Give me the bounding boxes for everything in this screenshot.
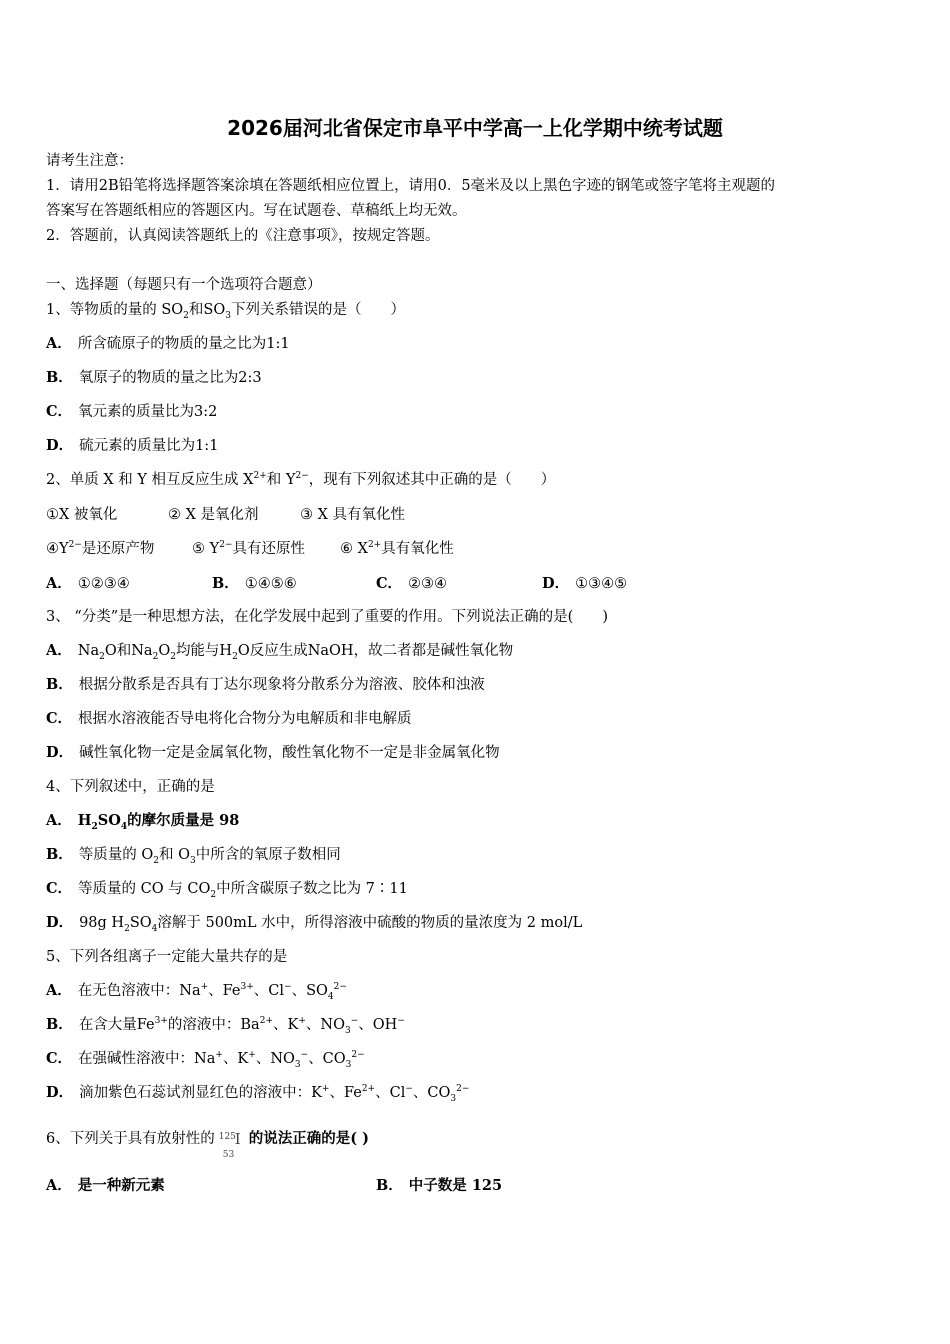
question-2-option-b: B． ①④⑤⑥ [212,575,297,592]
question-3-option-a: A． $Na_2O$和$Na_2O_2$均能与$H_2O$反应生成NaOH，故二者都是碱性氧化物 [46,642,514,662]
question-2-option-c: C． ②③④ [376,575,448,592]
notice-heading: 请考生注意： [46,153,133,169]
question-3-stem: 3、 “分类”是一种思想方法，在化学发展中起到了重要的作用。下列说法正确的是( ) [46,609,608,625]
question-1-option-c: C． 氧元素的质量比为3:2 [46,403,218,420]
question-6-option-b: B． 中子数是 125 [376,1177,503,1194]
notice-line-1: 1．请用2B铅笔将选择题答案涂填在答题纸相应位置上，请用0．5毫米及以上黑色字迹的钢笔或签字笔将主观题的 [46,178,776,194]
question-2-option-d: D． ①③④⑤ [542,575,628,592]
notice-line-3: 2．答题前，认真阅读答题纸上的《注意事项》，按规定答题。 [46,228,440,244]
question-6-stem: 6、下列关于具有放射性的 125 53 I 的说法正确的是( ) [46,1121,904,1157]
question-5-option-c: C． 在强碱性溶液中：Na+、K+、$NO_3^-$、$CO_3^{2-}$ [46,1050,365,1070]
question-5-option-d: D． 滴加紫色石蕊试剂显红色的溶液中：K+、$Fe^{2+}$、Cl−、$CO_3^{2-}$ [46,1084,470,1104]
question-1-stem: 1、等物质的量的 $SO_2$和$SO_3$下列关系错误的是（ ） [46,302,405,321]
question-4-option-a: A． $H_2SO_4$的摩尔质量是 98 [46,812,240,832]
question-4-option-c: C． 等质量的 CO 与 $CO_2$中所含碳原子数之比为 7∶11 [46,880,408,900]
question-2-stem: 2、单质 X 和 Y 相互反应生成 $X^{2+}$和 $Y^{2-}$，现有下列叙述其中正确的是（ ） [46,471,556,488]
question-6-option-a: A． 是一种新元素 [46,1177,165,1194]
question-4-option-d: D． 98g $H_2SO_4$溶解于 500mL 水中，所得溶液中硫酸的物质的量浓度为 2 mol/L [46,914,583,934]
question-3-option-c: C． 根据水溶液能否导电将化合物分为电解质和非电解质 [46,710,412,727]
section-heading: 一、选择题（每题只有一个选项符合题意） [46,277,322,293]
question-5-option-b: B． 在含大量$Fe^{3+}$的溶液中：$Ba^{2+}$、K+、$NO_3^-$、OH− [46,1016,405,1036]
question-1-option-a: A． 所含硫原子的物质的量之比为1:1 [46,335,290,352]
iodine-nuclide-symbol: 125 53 I [218,1130,241,1160]
question-1-option-b: B． 氧原子的物质的量之比为2:3 [46,369,262,386]
exam-page: 2026届河北省保定市阜平中学高一上化学期中统考试题 请考生注意： 1．请用2B铅笔将选择题答案涂填在答题纸相应位置上，请用0．5毫米及以上黑色字迹的钢笔或签字笔将主观题的 答案写在答题纸相应的答题区内。写在试题卷、草稿纸上均无效。 2．答题前，认真阅读答题纸上的《注意事项》，按规定答题。 一、选择题（每题只有一个选项符合题意） 1、等物质的量的 $SO_2$和$SO_3$下列关系错误的是（ ） A． 所含硫原子的物质的量之比为1:1 B． 氧原子的物质的量之比为2:3 C． 氧元素的质量比为3:2 D． 硫元素的质量比为1:1 2、单质 X 和 Y 相互反应生成 $X^{2+}$和 $Y^{2-}$，现有下列叙述其中正确的是（ ） ①X 被氧化 ② X 是氧化剂 ③ X 具有氧化性 $④Y^{2-}$是还原产物 ⑤ $Y^{2-}$具有还原性 ⑥ $X^{2+}$具有氧化性 A． ①②③④ B． ①④⑤⑥ C． ②③④ D． ①③④⑤ 3、 “分类”是一种思想方法，在化学发展中起到了重要的作用。下列说法正确的是( ) A． $Na_2O$和$Na_2O_2$均能与$H_2O$反应生成NaOH，故二者都是碱性氧化物 B． 根据分散系是否具有丁达尔现象将分散系分为溶液、胶体和浊液 C． 根据水溶液能否导电将化合物分为电解质和非电解质 D． 碱性氧化物一定是金属氧化物，酸性氧化物不一定是非金属氧化物 4、下列叙述中，正确的是 A． $H_2SO_4$的摩尔质量是 98 B． 等质量的 $O_2$和 $O_3$中所含的氧原子数相同 C． 等质量的 CO 与 $CO_2$中所含碳原子数之比为 7∶11 D． 98g $H_2SO_4$溶解于 500mL 水中，所得溶液中硫酸的物质的量浓度为 2 mol/L 5、下列各组离子一定能大量共存的是 A． 在无色溶液中：Na+、$Fe^{3+}$、Cl−、$SO_4^{2-}$ B． 在含大量$Fe^{3+}$的溶液中：$Ba^{2+}$、K+、$NO_3^-$、OH− C． 在强碱性溶液中：Na+、K+、$NO_3^-$、$CO_3^{2-}$ D． 滴加紫色石蕊试剂显红色的溶液中：K+、$Fe^{2+}$、Cl−、$CO_3^{2-}$ 6、下列关于具有放射性的 125 53 I 的说法正确的是( ) A． 是一种新元素 B． 中子数是 125 [0,0,950,1344]
question-3-option-d: D． 碱性氧化物一定是金属氧化物，酸性氧化物不一定是非金属氧化物 [46,744,500,761]
question-4-option-b: B． 等质量的 $O_2$和 $O_3$中所含的氧原子数相同 [46,846,341,866]
notice-line-2: 答案写在答题纸相应的答题区内。写在试题卷、草稿纸上均无效。 [46,203,467,219]
question-4-stem: 4、下列叙述中，正确的是 [46,779,215,795]
question-5-stem: 5、下列各组离子一定能大量共存的是 [46,949,288,965]
question-5-option-a: A． 在无色溶液中：Na+、$Fe^{3+}$、Cl−、$SO_4^{2-}$ [46,982,347,1002]
question-1-option-d: D． 硫元素的质量比为1:1 [46,437,219,454]
question-3-option-b: B． 根据分散系是否具有丁达尔现象将分散系分为溶液、胶体和浊液 [46,676,485,693]
page-title: 2026届河北省保定市阜平中学高一上化学期中统考试题 [227,116,723,140]
question-2-option-a: A． ①②③④ [46,575,130,592]
